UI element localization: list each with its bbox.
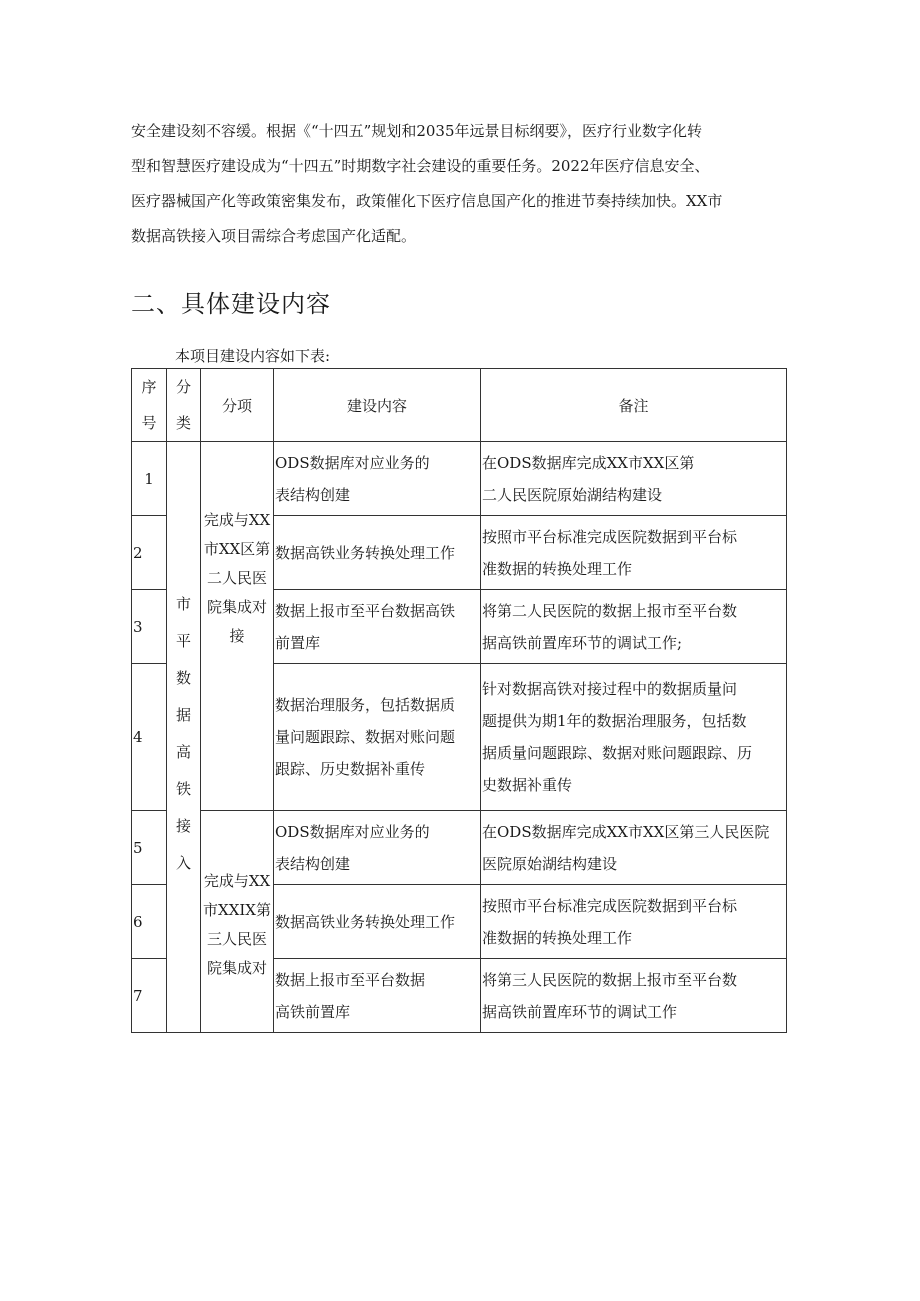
row-remark: 按照市平台标准完成医院数据到平台标 准数据的转换处理工作 <box>481 885 787 959</box>
row-seq: 3 <box>132 590 167 664</box>
header-remark: 备注 <box>481 369 787 442</box>
header-subitem: 分项 <box>201 369 274 442</box>
row-seq: 7 <box>132 959 167 1033</box>
table-row <box>132 811 787 885</box>
row-seq: 6 <box>132 885 167 959</box>
row-seq: 2 <box>132 516 167 590</box>
section-heading: 二、具体建设内容 <box>131 290 331 318</box>
table-row <box>132 442 787 516</box>
header-category: 分 类 <box>167 369 201 442</box>
row-content: ODS数据库对应业务的 表结构创建 <box>274 811 481 885</box>
table-caption: 本项目建设内容如下表: <box>175 347 331 365</box>
row-content: 数据上报市至平台数据 高铁前置库 <box>274 959 481 1033</box>
subitem-group-1: 完成与XX 市XX区第 二人民医 院集成对 接 <box>201 442 274 811</box>
subitem-group-2: 完成与XX 市XXIX第 三人民医 院集成对 <box>201 811 274 1033</box>
row-seq: 1 <box>132 442 167 516</box>
row-content: 数据治理服务，包括数据质 量问题跟踪、数据对账问题 跟踪、历史数据补重传 <box>274 664 481 811</box>
row-remark: 将第二人民医院的数据上报市至平台数 据高铁前置库环节的调试工作; <box>481 590 787 664</box>
row-content: 数据上报市至平台数据高铁 前置库 <box>274 590 481 664</box>
row-remark: 按照市平台标准完成医院数据到平台标 准数据的转换处理工作 <box>481 516 787 590</box>
row-remark: 将第三人民医院的数据上报市至平台数 据高铁前置库环节的调试工作 <box>481 959 787 1033</box>
row-content: ODS数据库对应业务的 表结构创建 <box>274 442 481 516</box>
intro-line: 数据高铁接入项目需综合考虑国产化适配。 <box>131 227 417 245</box>
header-seq: 序 号 <box>132 369 167 442</box>
intro-line: 型和智慧医疗建设成为“十四五”时期数字社会建设的重要任务。2022年医疗信息安全、 <box>131 157 710 175</box>
intro-line: 医疗器械国产化等政策密集发布，政策催化下医疗信息国产化的推进节奏持续加快。XX市 <box>131 192 723 210</box>
row-remark: 在ODS数据库完成XX市XX区第三人民医院 医院原始湖结构建设 <box>481 811 787 885</box>
row-content: 数据高铁业务转换处理工作 <box>274 885 481 959</box>
construction-content-table <box>131 368 787 1033</box>
table-header-row <box>132 369 787 442</box>
intro-paragraph <box>131 114 791 254</box>
row-seq: 5 <box>132 811 167 885</box>
header-content: 建设内容 <box>274 369 481 442</box>
row-content: 数据高铁业务转换处理工作 <box>274 516 481 590</box>
row-remark: 针对数据高铁对接过程中的数据质量问 题提供为期1年的数据治理服务，包括数 据质量问题跟踪、数据对账问题跟踪、历 史数据补重传 <box>481 664 787 811</box>
intro-line: 安全建设刻不容缓。根据《“十四五”规划和2035年远景目标纲要》，医疗行业数字化转 <box>131 122 703 140</box>
row-remark: 在ODS数据库完成XX市XX区第 二人民医院原始湖结构建设 <box>481 442 787 516</box>
row-seq: 4 <box>132 664 167 811</box>
category-cell: 市 平 数 据 高 铁 接 入 <box>167 442 201 1033</box>
